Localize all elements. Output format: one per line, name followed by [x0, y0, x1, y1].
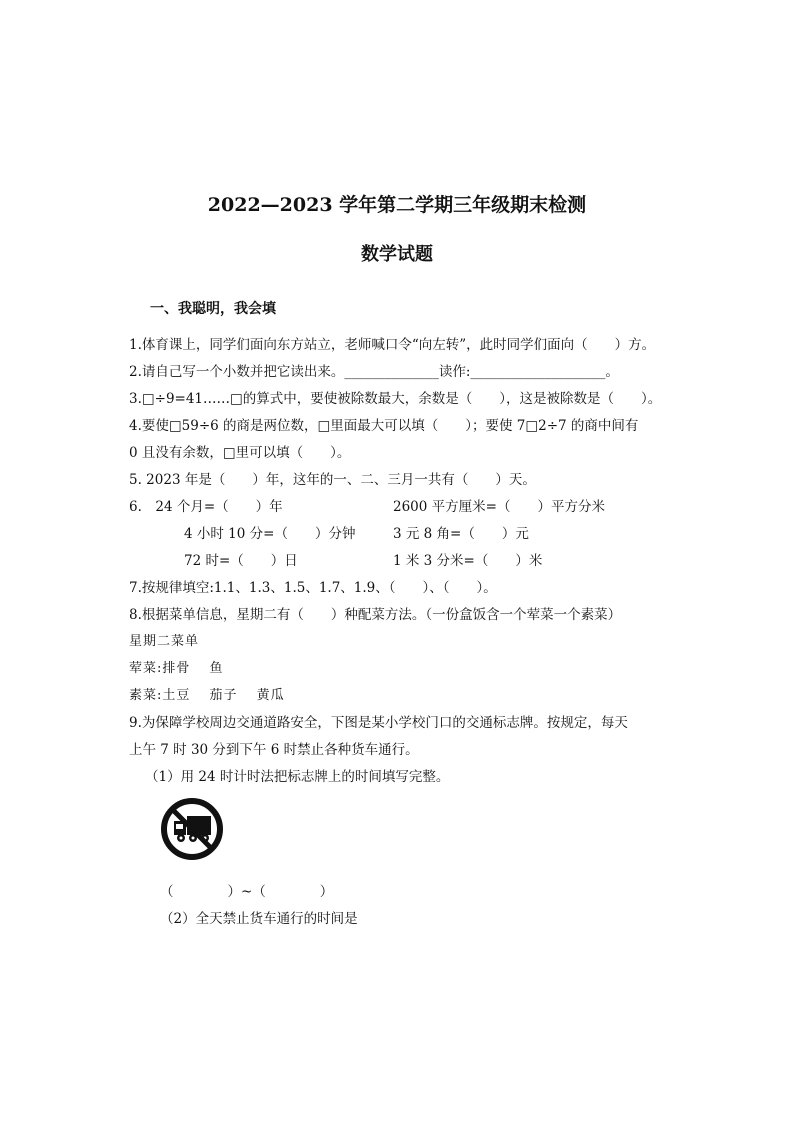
question-4-line-2: 0 且没有余数，□里可以填（ ）。 [129, 445, 351, 461]
menu-meat: 荤菜:排骨 鱼 [129, 661, 224, 676]
question-6-row-3-left: 72 时=（ ）日 [184, 553, 298, 569]
question-9-line-2: 上午 7 时 30 分到下午 6 时禁止各种货车通行。 [129, 742, 419, 758]
question-9-line-1: 9.为保障学校周边交通道路安全，下图是某小学校门口的交通标志牌。按规定，每天 [129, 715, 628, 731]
question-9-answer-blanks: （ ）~（ ） [160, 884, 334, 900]
question-4-line-1: 4.要使□59÷6 的商是两位数，□里面最大可以填（ ）；要使 7□2÷7 的商中间有 [129, 418, 639, 434]
question-3: 3.□÷9=41……□的算式中，要使被除数最大，余数是（ ），这是被除数是（ ）。 [129, 391, 662, 407]
question-6-row-3-right: 1 米 3 分米=（ ）米 [393, 553, 543, 569]
question-7: 7.按规律填空:1.1、1.3、1.5、1.7、1.9、（ ）、（ ）。 [129, 580, 497, 596]
question-8: 8.根据菜单信息，星期二有（ ）种配菜方法。（一份盒饭含一个荤菜一个素菜） [129, 607, 622, 623]
question-2: 2.请自己写一个小数并把它读出来。______________读作:____________________。 [129, 364, 619, 380]
question-6-row-1-left: 6. 24 个月=（ ）年 [129, 499, 283, 515]
question-6-row-2-right: 3 元 8 角=（ ）元 [393, 526, 529, 542]
exam-subtitle: 数学试题 [361, 244, 433, 265]
question-6-row-2-left: 4 小时 10 分=（ ）分钟 [184, 526, 356, 542]
menu-vegetable: 素菜:土豆 茄子 黄瓜 [129, 688, 285, 703]
question-1: 1.体育课上，同学们面向东方站立，老师喊口令“向左转”，此时同学们面向（ ）方。 [129, 337, 656, 353]
exam-title: 2022—2023 学年第二学期三年级期末检测 [207, 194, 587, 216]
question-9-sub-2: （2）全天禁止货车通行的时间是 [160, 911, 358, 927]
question-5: 5. 2023 年是（ ）年，这年的一、二、三月一共有（ ）天。 [129, 472, 536, 488]
menu-title: 星期二菜单 [129, 634, 200, 649]
section-heading: 一、我聪明，我会填 [150, 301, 276, 317]
question-9-sub-1: （1）用 24 时计时法把标志牌上的时间填写完整。 [145, 769, 450, 785]
no-trucks-sign-icon [160, 797, 224, 861]
question-6-row-1-right: 2600 平方厘米=（ ）平方分米 [393, 499, 605, 515]
